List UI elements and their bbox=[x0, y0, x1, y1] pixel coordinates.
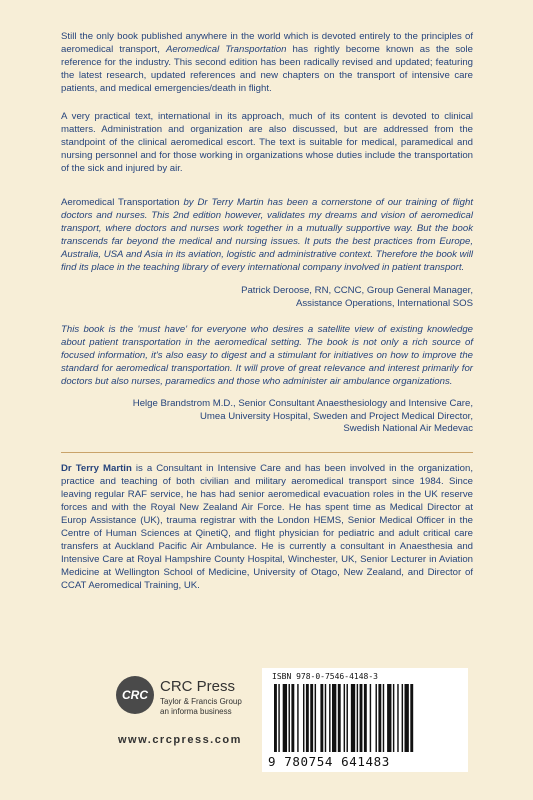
attribution-line: Assistance Operations, International SOS bbox=[295, 297, 473, 309]
description-text: Still the only book published anywhere in the world which is devoted entirely to the principles of aeromedical transport, bbox=[61, 31, 473, 55]
endorsement-attribution-1 bbox=[241, 285, 473, 310]
publisher-group: Taylor & Francis Group bbox=[160, 697, 242, 706]
attribution-line: Helge Brandstrom M.D., Senior Consultant Anaesthesiology and Intensive Care, bbox=[132, 398, 473, 409]
publisher-name: CRC Press bbox=[160, 678, 236, 695]
barcode-panel bbox=[262, 668, 468, 772]
endorsement-attribution-2 bbox=[133, 398, 473, 436]
endorsement-quote-2: This book is the 'must have' for everyone who desires a satellite view of existing knowledge about patient transportation in the aeromedical setting. The book is not only a rich source of focused information, it's also easy to digest and a stimulant for initiatives on how to improve the standard for aeromedical transportation. It will prove of great relevance and interest primarily for doctors but also nurses, paramedics and those who administer air ambulance organizations. bbox=[61, 324, 473, 387]
attribution-line: Umea University Hospital, Sweden and Project Medical Director, bbox=[200, 410, 473, 422]
barcode-icon bbox=[270, 684, 460, 754]
attribution-line: Patrick Deroose, RN, CCNC, Group General Manager, bbox=[241, 285, 473, 296]
description-paragraph-2: A very practical text, international in its approach, much of its content is devoted to clinical matters. Administration and organization are also discussed, but are addressed from the standpoint of the clinical aeromedical escort. The text is suitable for medical, paramedical and nursing personnel and for those working in organizations whose duties include the transportation of the sick and injured by air. bbox=[61, 111, 473, 174]
bio-text: is a Consultant in Intensive Care and has been involved in the organization, practice and teaching of both civilian and military aeromedical transport since 1984. Since leaving regular RAF service, he has had senior aeromedical evacuation roles in the UK reserve forces and with the Royal New Zealand Air Force. He has spent time as Medical Director at Europ Assistance (UK), trauma registrar with the London HEMS, Senior Medical Officer in the Centre of Human Sciences at QinetiQ, and flight physician for pediatric and adult critical care transfers at Auckland Pacific Air Ambulance. He is currently a consultant in Anaesthesia and Intensive Care at Royal Hampshire County Hospital, Winchester, UK, Senior Lecturer in Aviation Medicine at Wellington School of Medicine, University of Otago, New Zealand, and Director of CCAT Aeromedical Training, UK. bbox=[61, 463, 473, 591]
quote-text: by Dr Terry Martin has been a cornerstone of our training of flight doctors and nurses. This 2nd edition however, validates my dreams and vision of aeromedical transport, where doctors and nurses work together in a mutually supportive way. But the book transcends far beyond the medical and nursing issues. It puts the best practices from Europe, Australia, USA and Asia in its aviation, logistic and administrative context. Therefore the book will find its place in the teaching library of every international company involved in patient transport. bbox=[61, 197, 473, 273]
book-title-upright: Aeromedical Transportation bbox=[61, 197, 180, 208]
crc-logo-icon: CRC bbox=[116, 676, 154, 714]
author-name: Dr Terry Martin bbox=[61, 463, 132, 474]
isbn-label: ISBN 978-0-7546-4148-3 bbox=[272, 672, 378, 681]
attribution-line: Swedish National Air Medevac bbox=[343, 423, 473, 434]
barcode-number: 9 780754 641483 bbox=[268, 754, 390, 769]
book-title-italic: Aeromedical Transportation bbox=[165, 44, 287, 55]
endorsement-quote-1 bbox=[61, 196, 473, 274]
publisher-website[interactable]: www.crcpress.com bbox=[118, 734, 242, 746]
description-text: has rightly become known as the sole reference for the industry. This second edition has been radically revised and updated; featuring the latest research, updated references and new chapters on the transport of intensive care patients, and medical emergencies/death in flight. bbox=[61, 44, 473, 94]
section-divider bbox=[61, 452, 473, 453]
author-bio bbox=[61, 462, 473, 592]
publisher-tagline: an informa business bbox=[160, 707, 232, 716]
description-paragraph-1 bbox=[61, 30, 473, 95]
